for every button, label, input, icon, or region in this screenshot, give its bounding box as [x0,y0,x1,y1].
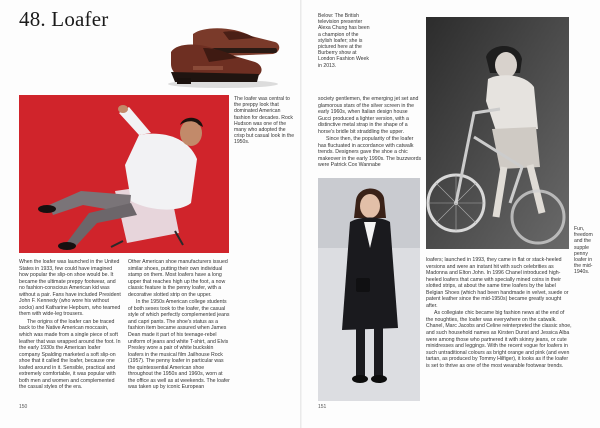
bicycle-caption: Fun, freedom and the supple penny loafer in the mid-1940s. [574,226,593,276]
alexa-chung-caption: Below: The British television presenter Alexa Chung has been a champion of the stylish loafer; she is pictured here at the Burberry show at London Fashion Week in 2013. [318,13,370,69]
paragraph: When the loafer was launched in the United States in 1933, few could have imagined how popular the slip-on shoe would be. It became the ultimate preppy footwear, and no fashion-conscious American kid was without a pair. Fans have included President John F. Kennedy (who wore his without socks) and Katharine Hepburn, who teamed them with wide-leg trousers. [19,259,121,318]
right-body-column-1 [318,96,422,170]
paragraph: The origins of the loafer can be traced back to the Native American moccasin, which was made from a single piece of soft leather that was wrapped around the foot. In the early 1930s the American loafer company Spalding marketed a soft slip-on shoe that it called the loafer, because one loafed around in it. Sensible, practical and extremely comfortable, it was popular with both men and women and complemented the casual styles of the era. [19,318,121,391]
rock-hudson-caption: The loafer was central to the preppy look that dominated American fashion for decades. Rock Hudson was one of the many who adopted the crisp but casual look in the 1950s. [234,96,295,146]
left-body-column-1 [19,259,121,392]
paragraph: In the 1950s American college students of both sexes took to the loafer, the casual style of which perfectly complemented jeans and capri pants. The shoe's status as a fashion item became assured when James Dean made it part of his teenage-rebel uniform of jeans and white T-shirt, and Elvis Presley wore a pair of white buckskin loafers in the musical film Jailhouse Rock (1957). The penny loafer in particular was the quintessential American shoe throughout the 1950s and 1960s, worn at the office as well as at weekends. The loafer was taken up by iconic European [128,299,230,391]
vintage-bicycle-photo [426,17,569,249]
page-title: 48. Loafer [19,7,109,31]
page-number: 150 [19,404,28,410]
page-number: 151 [318,404,327,410]
rock-hudson-photo [19,95,229,253]
right-body-column-2 [426,257,572,370]
spine [300,0,302,428]
loafer-photo [163,22,285,92]
left-body-column-2 [128,259,230,392]
alexa-chung-photo [318,178,420,401]
paragraph: Since then, the popularity of the loafer has fluctuated in accordance with catwalk trends. Designers gave the shoe a chic makeover in the early 1990s. The buzzwords were Patrick Cox Wannabe [318,136,422,169]
paragraph: Other American shoe manufacturers issued similar shoes, putting their own individual stamp on them. Most loafers have a long upper that reaches high up the foot, a now classic feature is the penny loafer, with a decorative slotted strip on the upper. [128,259,228,298]
paragraph: society gentlemen, the emerging jet set and glamorous stars of the silver screen in the early 1960s, when Italian design house Gucci produced a lighter version, with a distinctive metal strap in the shape of a horse's bridle bit straddling the upper. [318,96,419,135]
paragraph: As collegiate chic became big fashion news at the end of the noughties, the loafer was everywhere on the catwalk. Chanel, Marc Jacobs and Celine reinterpreted the classic shoe, and such household names as Kirsten Dunst and Jessica Alba were among those who partnered it with skinny jeans, or cute minidresses and leggings. With the recent vogue for loafers in such untraditional colours as bright orange and pink (and even tartan, as produced by Tommy Hilfiger), it looks as if the loafer is set to thrive as one of the most wearable footwear trends. [426,310,572,369]
paragraph: loafers; launched in 1993, they came in flat or stack-heeled versions and were an instant hit with such celebrities as Madonna and Elton John. In 1996 Chanel introduced high-heeled loafers that came with specially mined coins in their slotted strips, at about the same time loafers by the label Belgian Shoes (which had been handmade in velvet, suede or patent leather since the mid-1950s) became greatly sought after. [426,257,569,309]
